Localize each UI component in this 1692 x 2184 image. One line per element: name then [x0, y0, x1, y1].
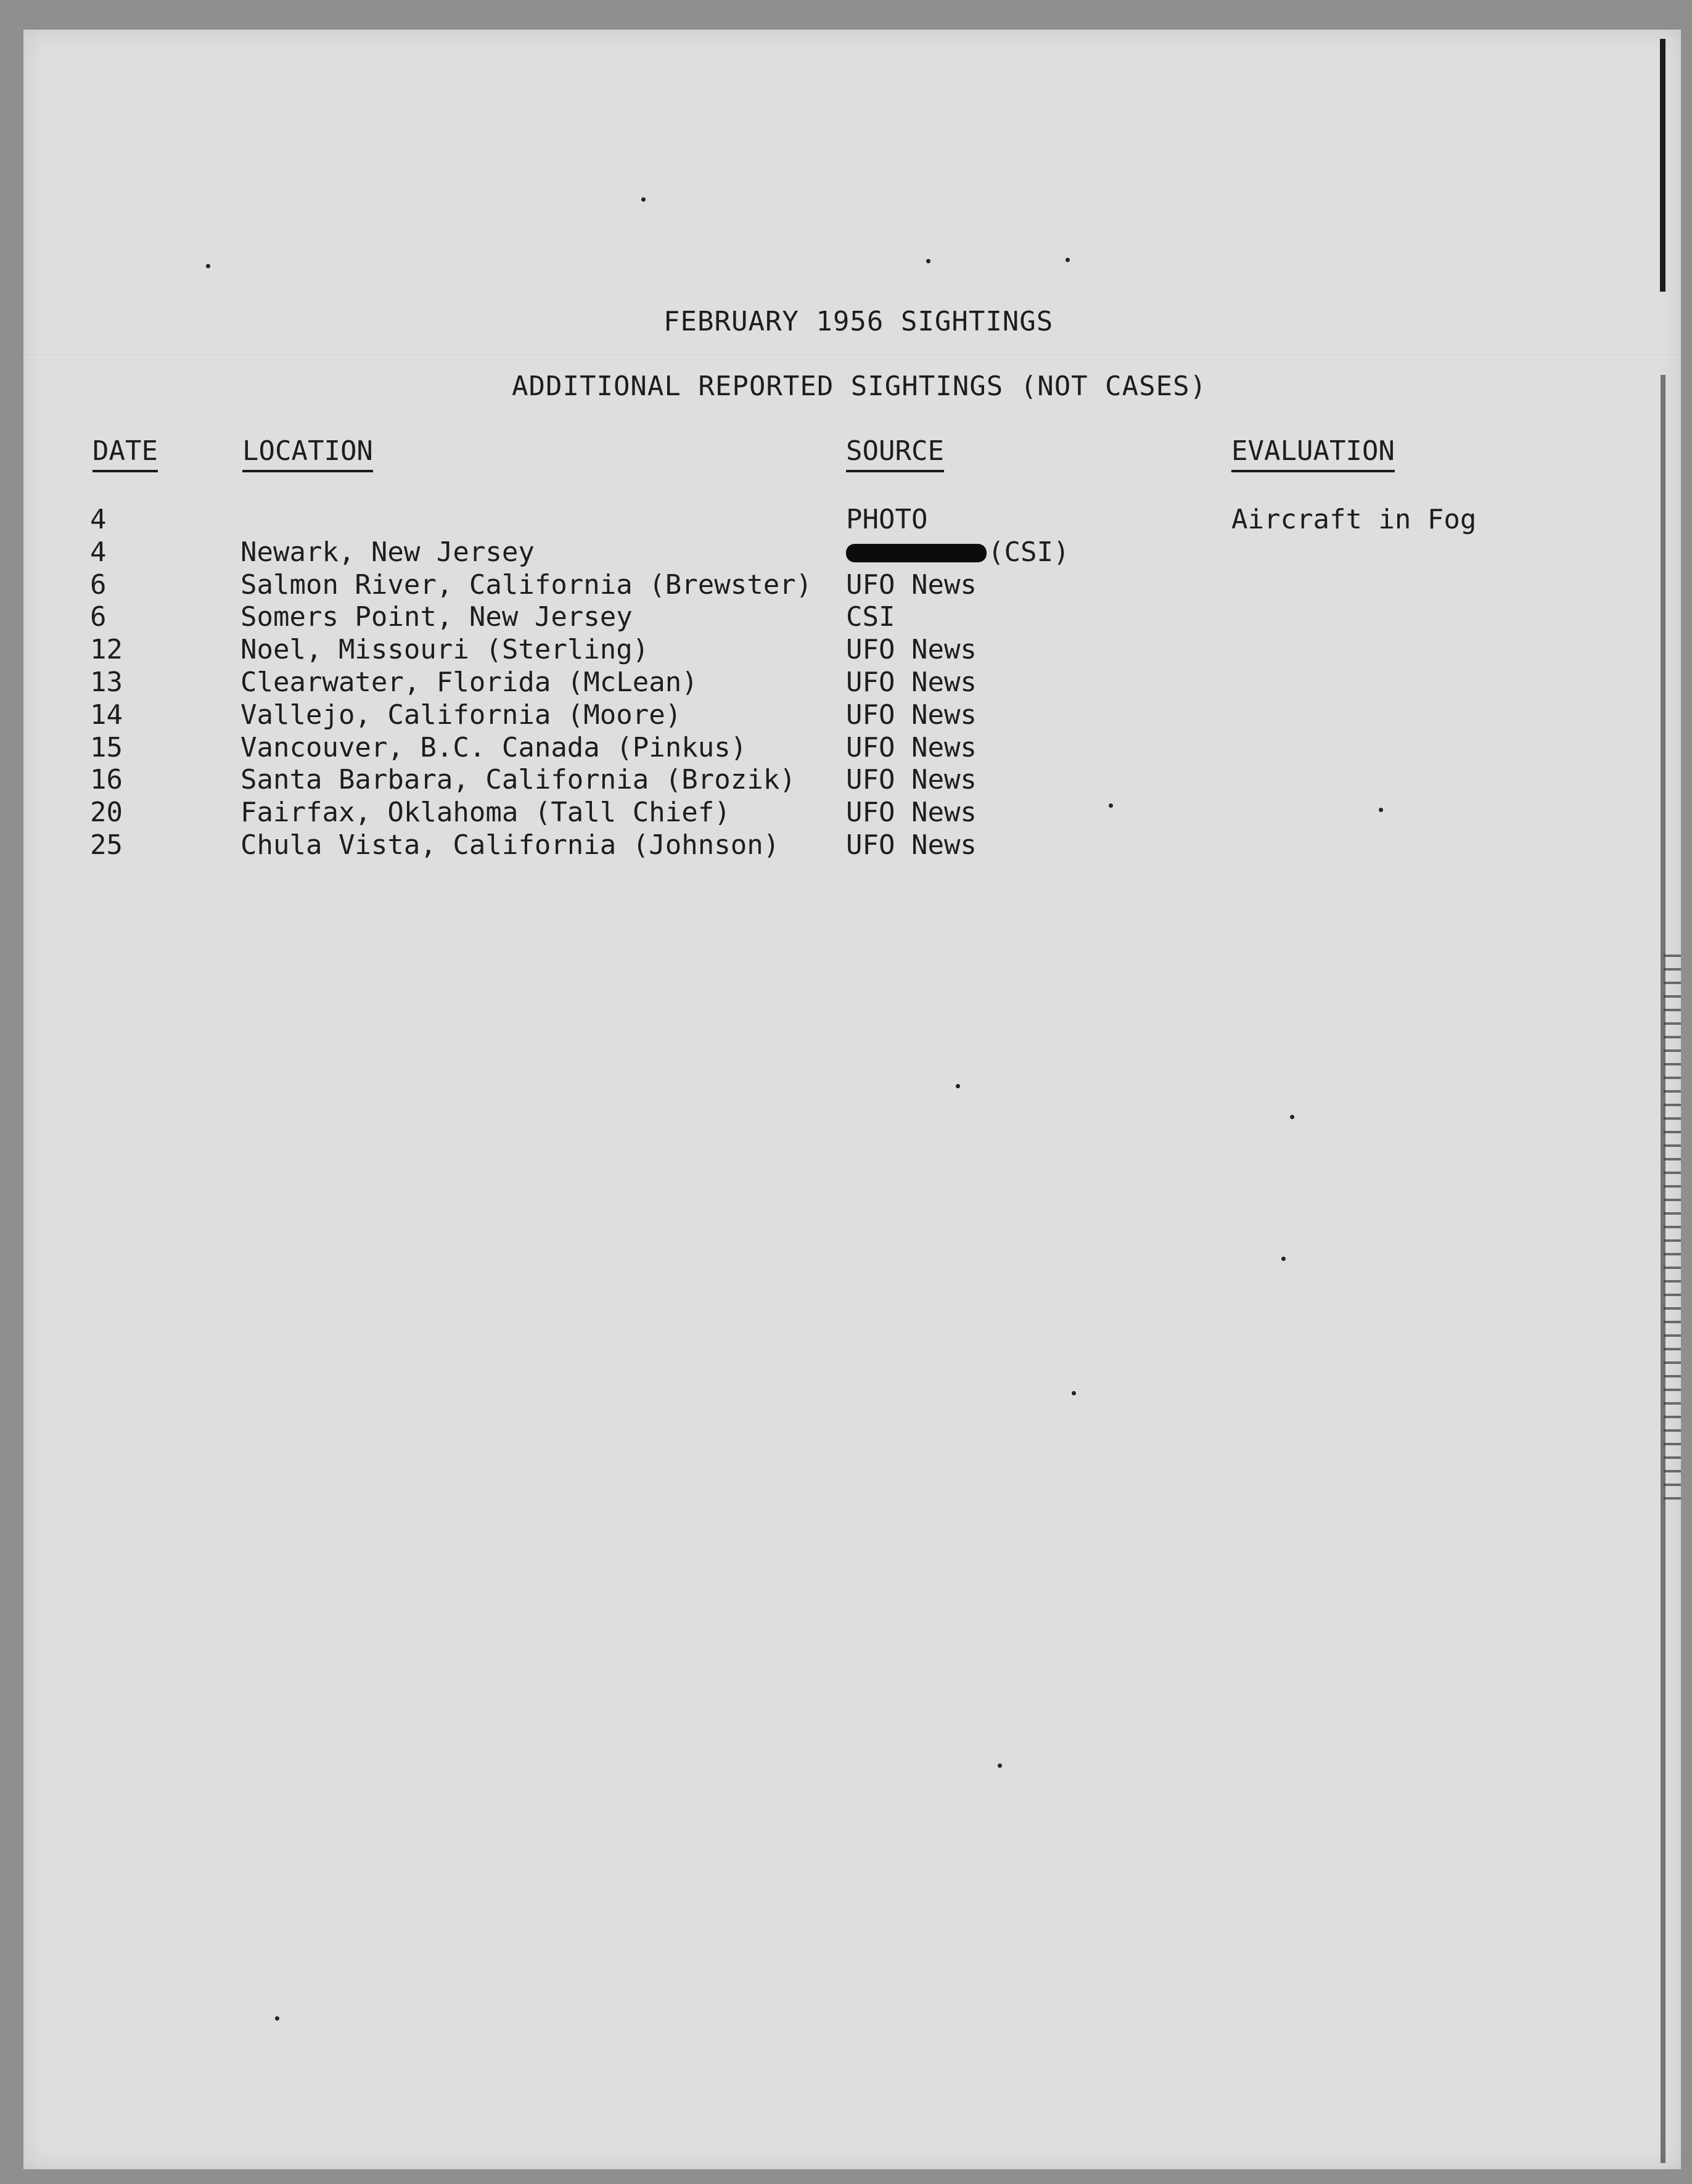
- table-row: [23, 506, 1627, 539]
- document-page: [23, 30, 1681, 2169]
- row-source: PHOTO: [846, 504, 928, 535]
- row-source: UFO News: [846, 667, 977, 698]
- row-location: Chula Vista, California (Johnson): [240, 829, 780, 861]
- table-row: [23, 569, 1627, 604]
- dust-speck: [275, 2016, 279, 2021]
- dust-speck: [206, 264, 210, 268]
- document-title: FEBRUARY 1956 SIGHTINGS: [663, 306, 1054, 337]
- row-source: UFO News: [846, 731, 977, 763]
- row-source: UFO News: [846, 764, 977, 796]
- row-source-text: (CSI): [988, 536, 1070, 568]
- row-location: Santa Barbara, California (Brozik): [240, 764, 796, 796]
- redaction-mark: [846, 544, 987, 562]
- dust-speck: [641, 197, 646, 202]
- row-date: 25: [90, 829, 123, 861]
- row-source: UFO News: [846, 699, 977, 731]
- dust-speck: [926, 259, 930, 263]
- row-date: 6: [90, 569, 107, 601]
- column-header-date: DATE: [92, 438, 158, 472]
- binding-edge-marks: [1664, 954, 1681, 1509]
- row-source: UFO News: [846, 634, 977, 666]
- row-location: Noel, Missouri (Sterling): [240, 634, 649, 666]
- row-location: Vancouver, B.C. Canada (Pinkus): [240, 731, 747, 763]
- row-location: Fairfax, Oklahoma (Tall Chief): [240, 797, 731, 829]
- dust-speck: [1281, 1257, 1286, 1261]
- row-date: 16: [90, 764, 123, 796]
- dust-speck: [1066, 258, 1070, 262]
- row-location: Somers Point, New Jersey: [240, 601, 633, 633]
- table-row: [23, 601, 1627, 636]
- dust-speck: [1072, 1391, 1076, 1395]
- row-date: 12: [90, 634, 123, 666]
- row-date: 13: [90, 667, 123, 698]
- row-evaluation: Aircraft in Fog: [1231, 504, 1477, 535]
- row-location: Vallejo, California (Moore): [240, 699, 682, 731]
- dust-speck: [956, 1084, 960, 1088]
- binding-edge-top: [1660, 39, 1665, 292]
- row-date: 15: [90, 731, 123, 763]
- dust-speck: [998, 1763, 1002, 1768]
- table-row: [23, 731, 1627, 767]
- row-source: UFO News: [846, 569, 977, 601]
- row-date: 6: [90, 601, 107, 633]
- table-row: [23, 536, 1627, 572]
- row-source: CSI: [846, 601, 895, 633]
- column-header-location: LOCATION: [242, 438, 373, 472]
- page-fold-line: [23, 355, 1681, 357]
- row-location: Newark, New Jersey: [240, 536, 535, 568]
- row-date: 4: [90, 504, 107, 535]
- dust-speck: [1290, 1115, 1294, 1119]
- row-source: [846, 536, 1070, 568]
- table-row: [23, 766, 1627, 799]
- table-row: [23, 829, 1627, 864]
- row-date: 14: [90, 699, 123, 731]
- row-date: 4: [90, 536, 107, 568]
- row-location: Salmon River, California (Brewster): [240, 569, 813, 601]
- row-source: UFO News: [846, 797, 977, 829]
- column-header-evaluation: EVALUATION: [1231, 438, 1395, 472]
- row-source: UFO News: [846, 829, 977, 861]
- row-location: Clearwater, Florida (McLean): [240, 667, 698, 698]
- table-row: [23, 636, 1627, 669]
- table-row: [23, 799, 1627, 832]
- table-row: [23, 699, 1627, 734]
- table-row: [23, 669, 1627, 702]
- column-header-source: SOURCE: [846, 438, 944, 472]
- row-date: 20: [90, 797, 123, 829]
- document-subtitle: ADDITIONAL REPORTED SIGHTINGS (NOT CASES): [512, 371, 1207, 402]
